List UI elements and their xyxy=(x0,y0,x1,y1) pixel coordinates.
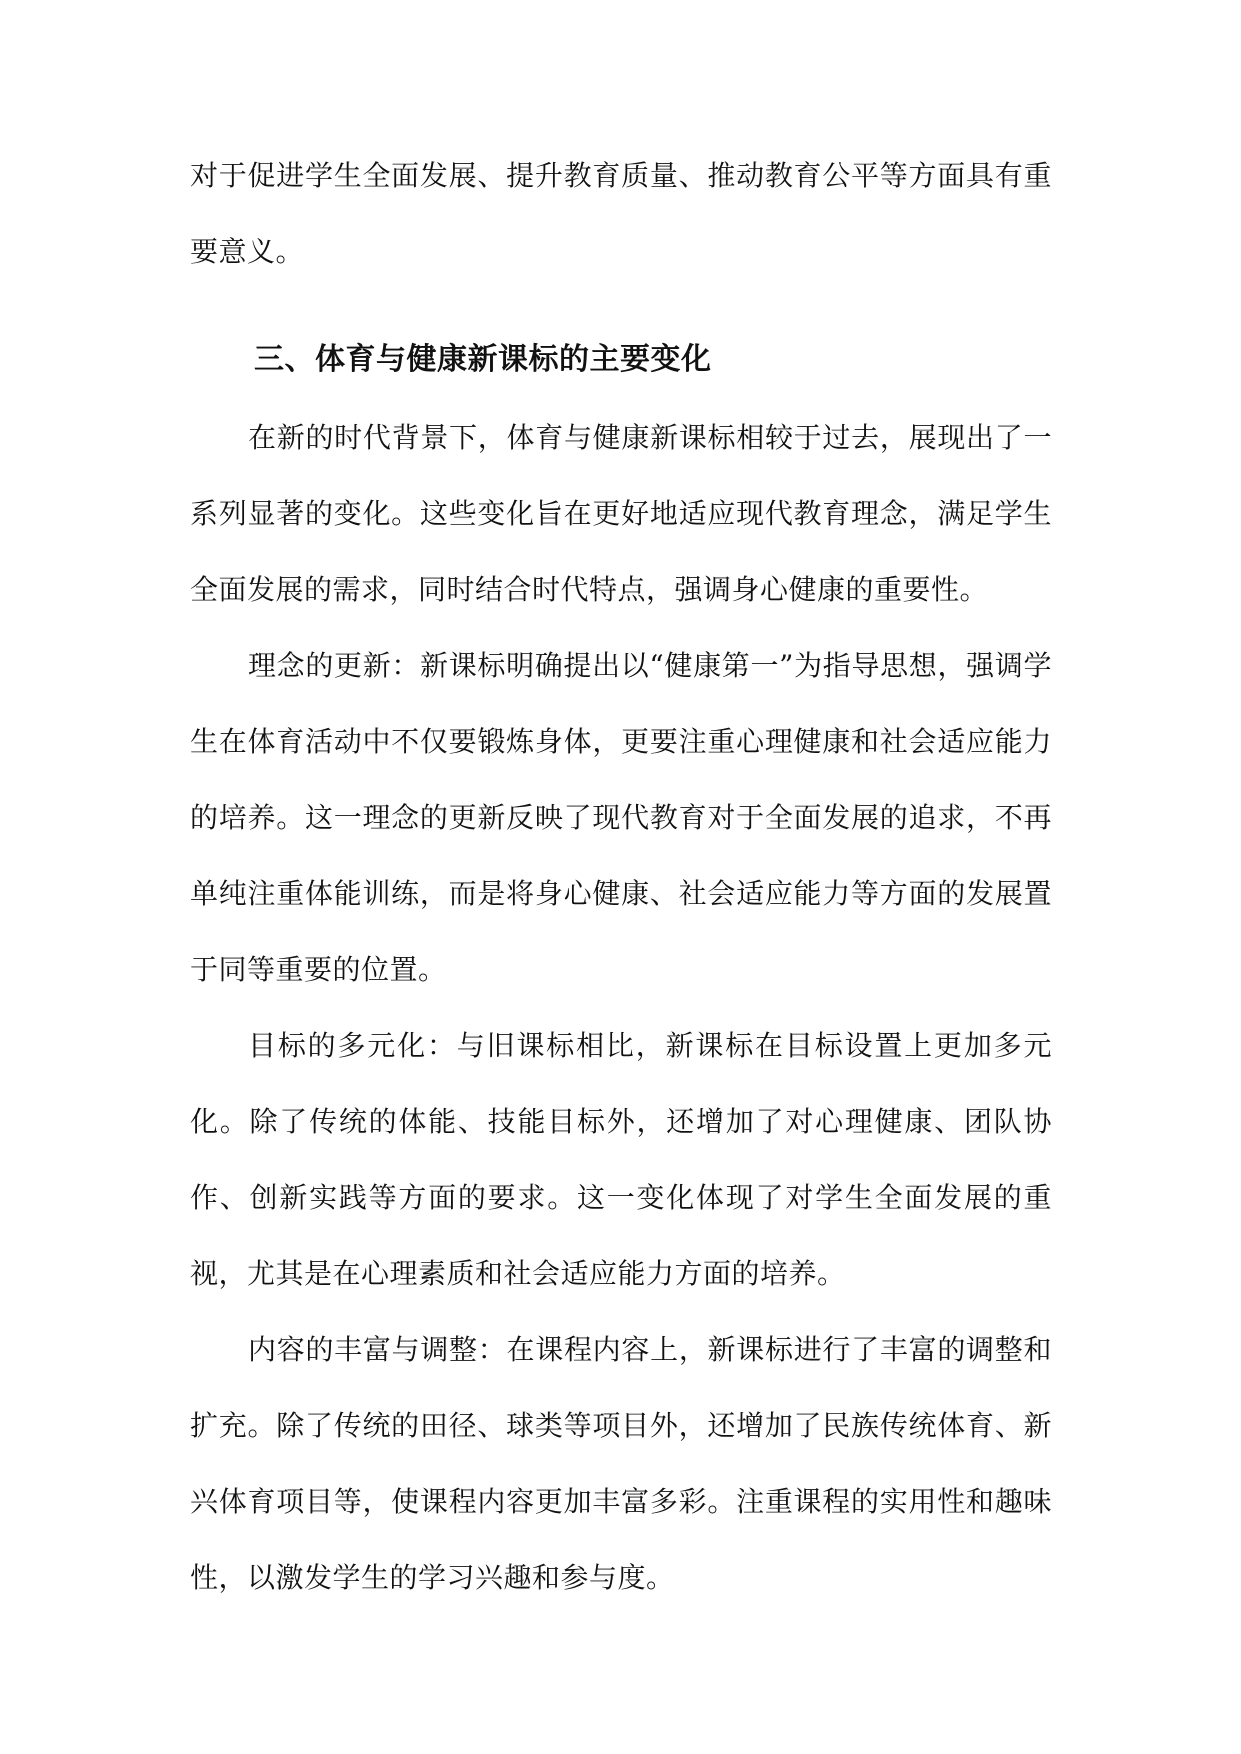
document-body xyxy=(190,138,1052,1616)
paragraph-background: 在新的时代背景下，体育与健康新课标相较于过去，展现出了一系列显著的变化。这些变化旨在更好地适应现代教育理念，满足学生全面发展的需求，同时结合时代特点，强调身心健康的重要性。 xyxy=(190,421,1052,606)
paragraph-concept-update: 理念的更新：新课标明确提出以“健康第一”为指导思想，强调学生在体育活动中不仅要锻炼身体，更要注重心理健康和社会适应能力的培养。这一理念的更新反映了现代教育对于全面发展的追求，不再单纯注重体能训练，而是将身心健康、社会适应能力等方面的发展置于同等重要的位置。 xyxy=(190,649,1052,986)
paragraph-goal-diversification: 目标的多元化：与旧课标相比，新课标在目标设置上更加多元化。除了传统的体能、技能目标外，还增加了对心理健康、团队协作、创新实践等方面的要求。这一变化体现了对学生全面发展的重视，尤其是在心理素质和社会适应能力方面的培养。 xyxy=(190,1029,1052,1290)
paragraph-content-enrichment: 内容的丰富与调整：在课程内容上，新课标进行了丰富的调整和扩充。除了传统的田径、球类等项目外，还增加了民族传统体育、新兴体育项目等，使课程内容更加丰富多彩。注重课程的实用性和趣味性，以激发学生的学习兴趣和参与度。 xyxy=(190,1333,1052,1594)
intro-continuation-paragraph: 对于促进学生全面发展、提升教育质量、推动教育公平等方面具有重要意义。 xyxy=(190,159,1052,268)
section-heading: 三、体育与健康新课标的主要变化 xyxy=(254,342,712,377)
